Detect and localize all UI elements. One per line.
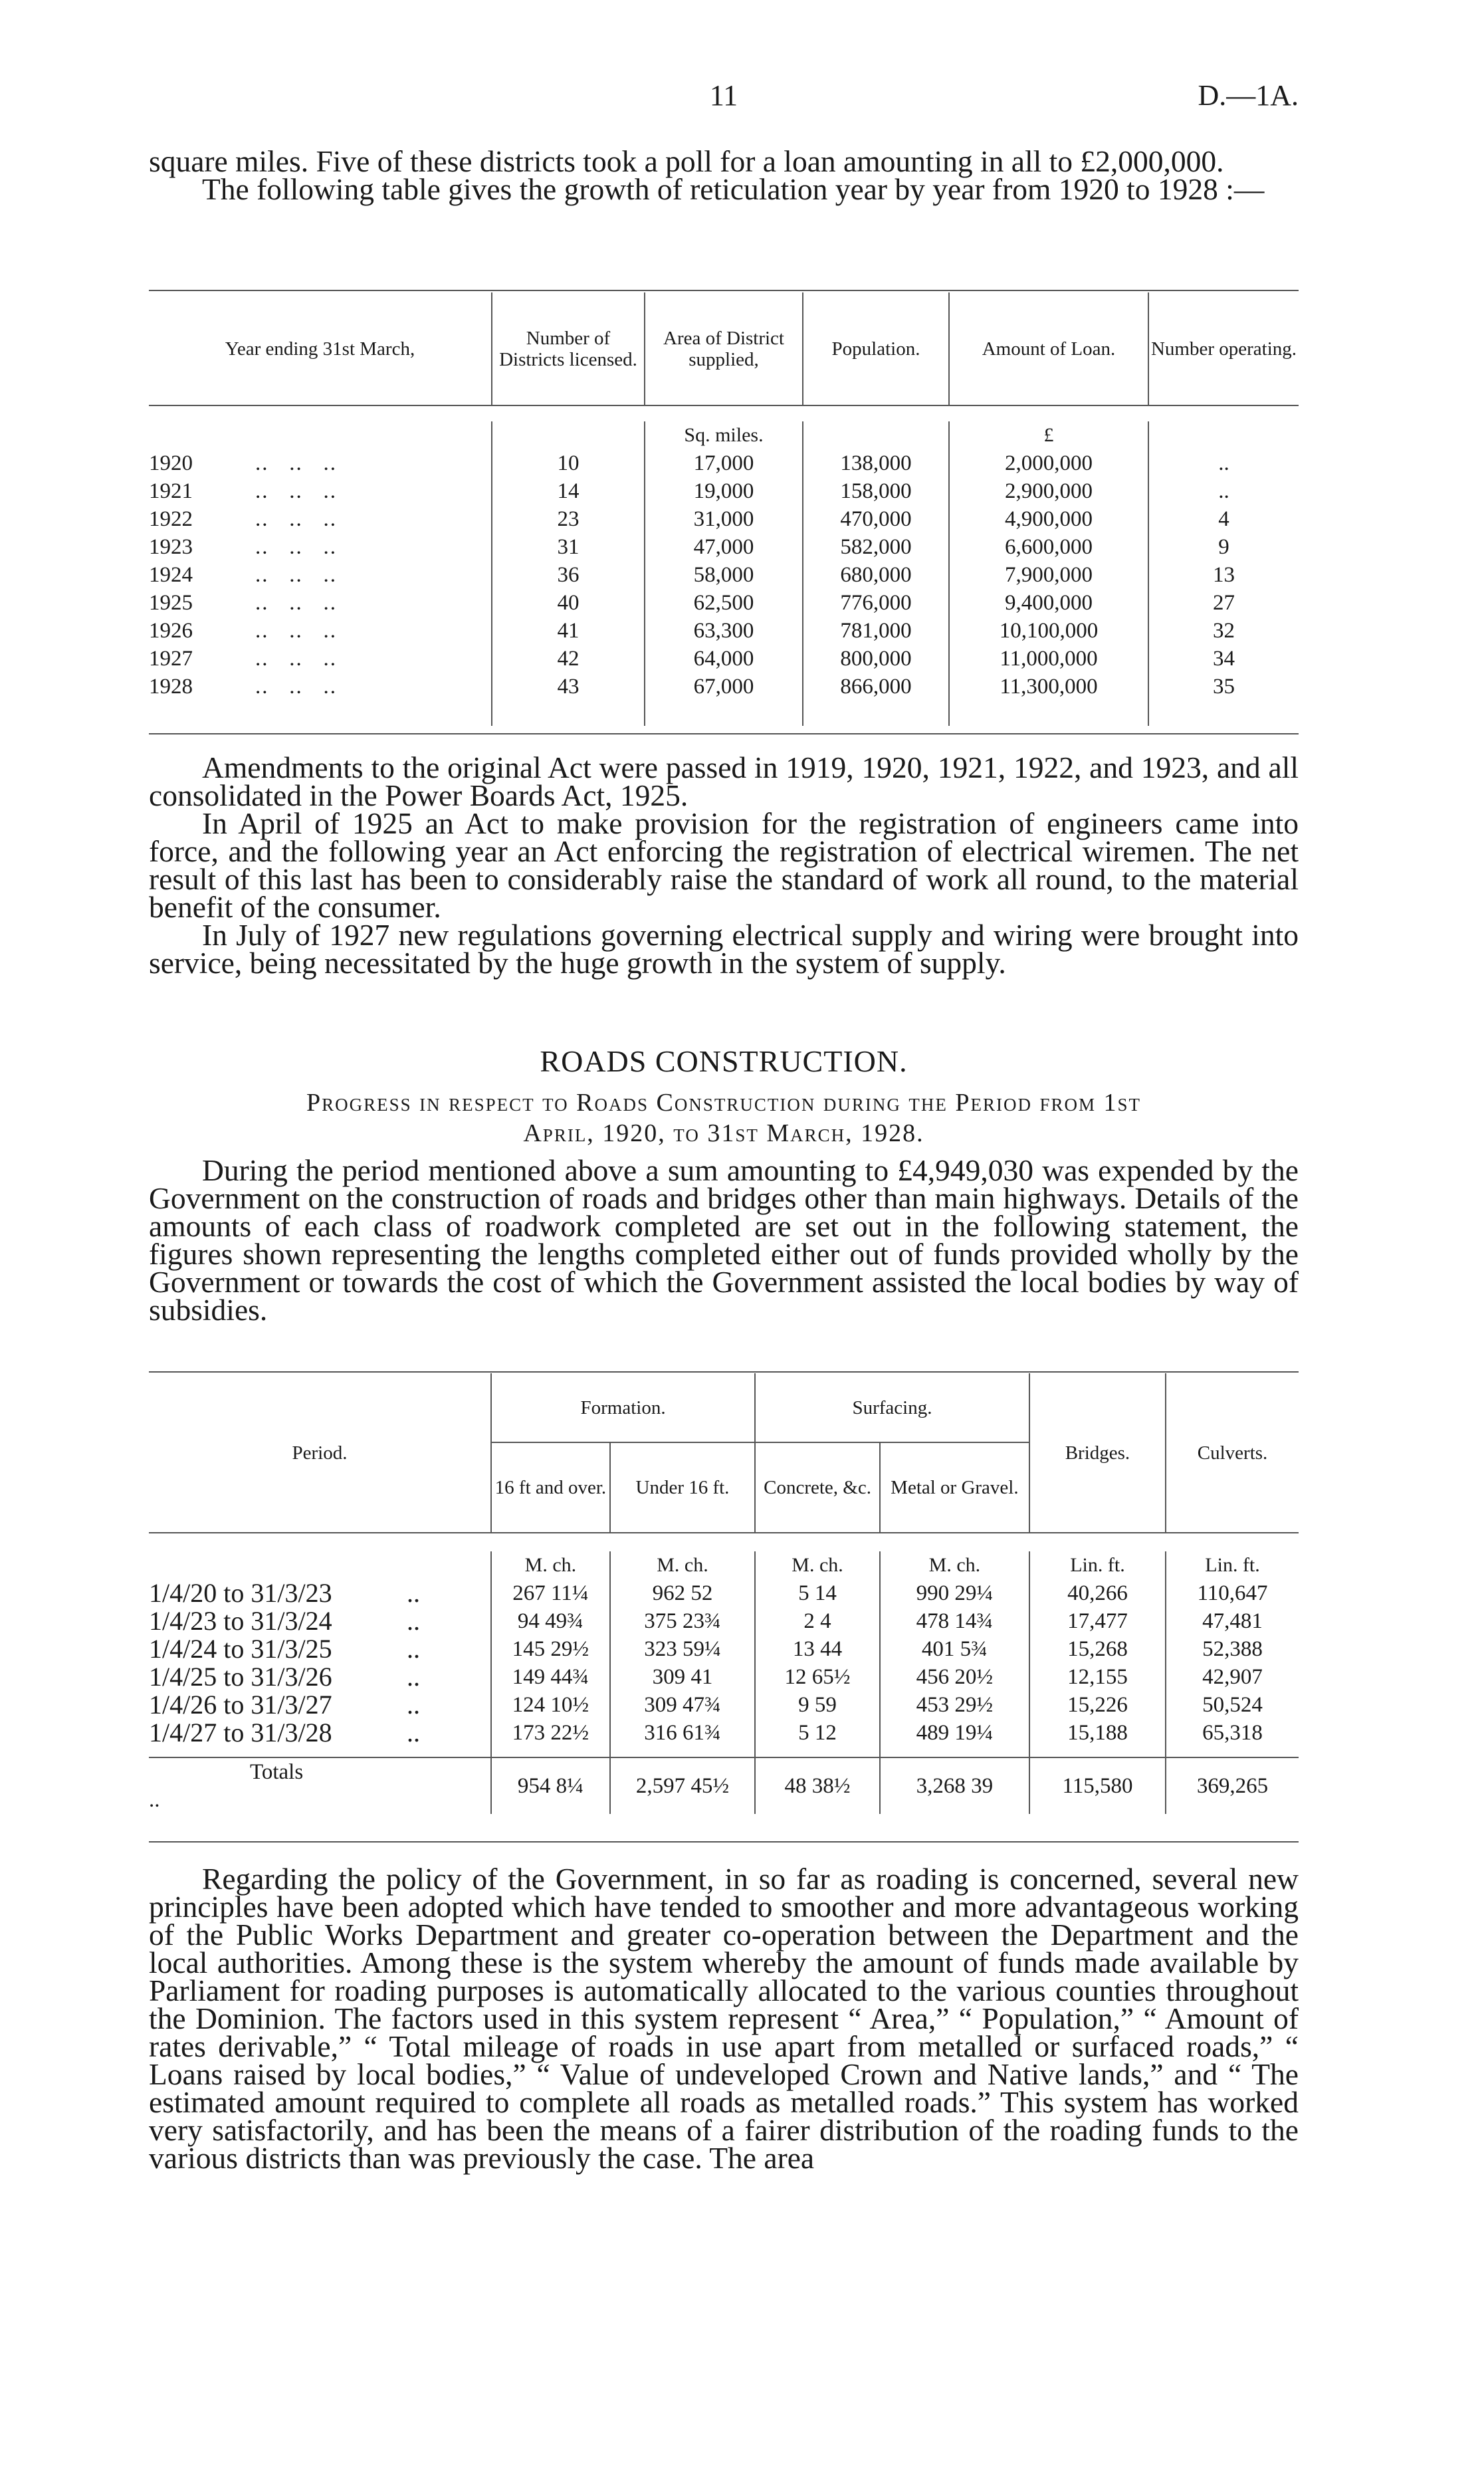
period-label: 1/4/27 to 31/3/28 [149,1718,332,1747]
totals-f16: 954 8¼ [491,1757,610,1814]
leader-dots: .. [407,1690,420,1720]
totals-metal: 3,268 39 [880,1757,1029,1814]
districts-cell: 14 [492,477,645,505]
leader-dots: .. .. .. [255,507,337,531]
table2-top-rule [149,1371,1299,1373]
leader-dots: .. .. .. [255,563,337,587]
period-cell [149,1719,491,1747]
area-cell: 47,000 [645,533,803,561]
surfacing-header: Surfacing. [755,1373,1029,1442]
table1-row [149,589,1299,617]
concrete-cell: 5 12 [755,1719,880,1747]
districts-cell: 23 [492,505,645,533]
period-label: 1/4/26 to 31/3/27 [149,1690,332,1720]
roads-subtitle [149,1087,1299,1149]
operating-cell: 35 [1148,673,1299,701]
table2-row [149,1607,1299,1635]
formation-header: Formation. [491,1373,755,1442]
culverts-cell: 65,318 [1166,1719,1299,1747]
middle-paragraph-2: In April of 1925 an Act to make provision for the registration of engineers came into force, and the following year an Act enforcing the registration of electrical wiremen. The net result of this last has been to considerably raise the standard of work all round, to the material benefit of the consumer. [149,806,1299,924]
roads-subtitle-line-1: Progress in respect to Roads Construction during the Period from 1st [306,1089,1142,1117]
year-label: 1927 [149,647,193,671]
col-culverts-header: Culverts. [1166,1373,1299,1533]
col-16ft-header: 16 ft and over. [491,1442,610,1533]
area-cell: 62,500 [645,589,803,617]
table1-row [149,533,1299,561]
operating-cell: 32 [1148,617,1299,645]
bridges-cell: 12,155 [1029,1663,1166,1691]
year-label: 1926 [149,619,193,643]
population-cell: 800,000 [803,645,949,673]
districts-cell: 41 [492,617,645,645]
table2-units-row [149,1551,1299,1579]
concrete-cell: 9 59 [755,1691,880,1719]
culverts-cell: 42,907 [1166,1663,1299,1691]
table1-header-row [149,292,1299,405]
leader-dots: .. [407,1662,420,1692]
closing-paragraph: Regarding the policy of the Government, in so far as roading is concerned, several new principles have been adopted which have tended to smoother and more advantageous working of the Public Works Department and greater co-operation between the Department and the local authorities. Among these is the system whereby the amount of funds made available by Parliament for roading purposes is automatically allocated to the various counties throughout the Dominion. The factors used in this system represent “ Area,” “ Population,” “ Amount of rates derivable,” “ Total mileage of roads in use apart from metalled or surfaced roads,” “ Loans raised by local bodies,” “ Value of undeveloped Crown and Native lands,” and “ The estimated amount required to complete all roads as metalled roads.” This system has worked very satisfactorily, and has been the means of a fairer distribution of the roading funds to the various districts than was previously the case. The area [149,1862,1299,2175]
roads-title: ROADS CONSTRUCTION. [540,1044,908,1078]
col-districts-header: Number of Districts licensed. [492,292,645,405]
population-cell: 138,000 [803,449,949,477]
metal-cell: 478 14¾ [880,1607,1029,1635]
leader-dots: .. .. .. [255,535,337,559]
concrete-cell: 2 4 [755,1607,880,1635]
operating-cell: 13 [1148,561,1299,589]
table1-top-rule [149,290,1299,291]
leader-dots: .. [407,1578,420,1608]
area-cell: 31,000 [645,505,803,533]
population-cell: 582,000 [803,533,949,561]
roads-paragraph: During the period mentioned above a sum amounting to £4,949,030 was expended by the Government on the construction of roads and bridges other than main highways. Details of the amounts of each class of roadwork completed are set out in the following statement, the figures shown representing the lengths completed either out of funds provided wholly by the Government or towards the cost of which the Government assisted the local bodies by way of subsidies. [149,1153,1299,1327]
districts-cell: 42 [492,645,645,673]
f16-cell: 267 11¼ [491,1579,610,1607]
operating-cell: 34 [1148,645,1299,673]
table1-row [149,617,1299,645]
page-header [149,78,1299,118]
area-cell: 63,300 [645,617,803,645]
year-label: 1921 [149,479,193,503]
leader-dots: .. .. .. [255,451,337,475]
table2-row [149,1719,1299,1747]
leader-dots: .. .. .. [255,591,337,615]
table2-bottom-rule [149,1841,1299,1843]
year-cell [149,449,492,477]
bridges-cell: 15,226 [1029,1691,1166,1719]
year-label: 1922 [149,507,193,531]
year-label: 1920 [149,451,193,475]
culverts-cell: 47,481 [1166,1607,1299,1635]
leader-dots: .. .. .. [255,647,337,671]
metal-cell: 401 5¾ [880,1635,1029,1663]
year-label: 1925 [149,591,193,615]
roads-text [149,1153,1299,1327]
concrete-cell: 5 14 [755,1579,880,1607]
table1-row [149,673,1299,701]
table2-row [149,1663,1299,1691]
culverts-cell: 110,647 [1166,1579,1299,1607]
area-cell: 64,000 [645,645,803,673]
table1-row [149,477,1299,505]
population-cell: 781,000 [803,617,949,645]
col-year-header: Year ending 31st March, [225,338,415,360]
period-cell [149,1607,491,1635]
col-metal-header: Metal or Gravel. [880,1442,1029,1533]
loan-cell: 11,300,000 [949,673,1148,701]
reticulation-table [149,292,1299,726]
col-loan-header: Amount of Loan. [949,292,1148,405]
col-bridges-header: Bridges. [1029,1373,1166,1533]
middle-paragraph-3: In July of 1927 new regulations governing electrical supply and wiring were brought into service, being necessitated by the huge growth in the system of supply. [149,918,1299,980]
leader-dots: .. [407,1634,420,1664]
year-cell [149,505,492,533]
year-label: 1928 [149,675,193,699]
concrete-cell: 13 44 [755,1635,880,1663]
page-number: 11 [709,79,738,112]
intro-paragraph-2: The following table gives the growth of reticulation year by year from 1920 to 1928 :— [202,172,1265,206]
operating-cell: .. [1148,449,1299,477]
loan-cell: 10,100,000 [949,617,1148,645]
bridges-cell: 15,188 [1029,1719,1166,1747]
operating-cell: 4 [1148,505,1299,533]
fu16-cell: 309 47¾ [610,1691,755,1719]
table2-totals-row [149,1757,1299,1814]
period-cell [149,1691,491,1719]
area-cell: 19,000 [645,477,803,505]
col-period-header: Period. [292,1442,348,1464]
culverts-cell: 52,388 [1166,1635,1299,1663]
f16-cell: 149 44¾ [491,1663,610,1691]
period-cell [149,1579,491,1607]
col-population-header: Population. [803,292,949,405]
year-cell [149,533,492,561]
leader-dots: .. .. .. [255,675,337,699]
f16-cell: 94 49¾ [491,1607,610,1635]
totals-dots: .. [149,1788,160,1812]
population-cell: 158,000 [803,477,949,505]
bridges-unit: Lin. ft. [1029,1551,1166,1579]
totals-label: Totals [250,1760,304,1784]
population-cell: 776,000 [803,589,949,617]
table2-row [149,1635,1299,1663]
table1-bottom-rule [149,733,1299,734]
col-under16ft-header: Under 16 ft. [610,1442,755,1533]
loan-cell: 7,900,000 [949,561,1148,589]
concrete-cell: 12 65½ [755,1663,880,1691]
loan-cell: 4,900,000 [949,505,1148,533]
population-cell: 470,000 [803,505,949,533]
culverts-cell: 50,524 [1166,1691,1299,1719]
intro-text [149,144,1299,206]
loan-cell: 2,000,000 [949,449,1148,477]
metal-cell: 453 29½ [880,1691,1029,1719]
middle-text [149,750,1299,980]
fu16-cell: 309 41 [610,1663,755,1691]
period-label: 1/4/25 to 31/3/26 [149,1662,332,1692]
closing-text [149,1862,1299,2175]
year-label: 1924 [149,563,193,587]
bridges-cell: 40,266 [1029,1579,1166,1607]
districts-cell: 43 [492,673,645,701]
fu16-cell: 316 61¾ [610,1719,755,1747]
table1-row [149,561,1299,589]
operating-cell: 27 [1148,589,1299,617]
bridges-cell: 17,477 [1029,1607,1166,1635]
intro-paragraph-1: square miles. Five of these districts took a poll for a loan amounting in all to £2,000,000. [149,144,1224,178]
table2-row [149,1691,1299,1719]
districts-cell: 31 [492,533,645,561]
districts-cell: 36 [492,561,645,589]
metal-cell: 489 19¼ [880,1719,1029,1747]
col-concrete-header: Concrete, &c. [755,1442,880,1533]
year-label: 1923 [149,535,193,559]
period-cell [149,1663,491,1691]
loan-cell: 2,900,000 [949,477,1148,505]
table2-header-row-1 [149,1373,1299,1442]
operating-cell: 9 [1148,533,1299,561]
totals-culverts: 369,265 [1166,1757,1299,1814]
population-cell: 680,000 [803,561,949,589]
area-cell: 58,000 [645,561,803,589]
f16-cell: 173 22½ [491,1719,610,1747]
leader-dots: .. [407,1606,420,1636]
col-area-header: Area of District supplied, [645,292,803,405]
area-cell: 67,000 [645,673,803,701]
metal-cell: 456 20½ [880,1663,1029,1691]
area-cell: 17,000 [645,449,803,477]
fu16-cell: 323 59¼ [610,1635,755,1663]
metal-unit: M. ch. [880,1551,1029,1579]
loan-cell: 6,600,000 [949,533,1148,561]
f16-cell: 145 29½ [491,1635,610,1663]
roads-table [149,1373,1299,1814]
table1-row [149,449,1299,477]
document-reference: D.—1A. [1198,79,1299,112]
period-cell [149,1635,491,1663]
table1-row [149,505,1299,533]
loan-cell: 9,400,000 [949,589,1148,617]
col-operating-header: Number operating. [1148,292,1299,405]
fu16-cell: 375 23¾ [610,1607,755,1635]
fu16-cell: 962 52 [610,1579,755,1607]
districts-cell: 10 [492,449,645,477]
table1-row [149,645,1299,673]
f16-cell: 124 10½ [491,1691,610,1719]
year-cell [149,561,492,589]
area-unit: Sq. miles. [645,421,803,449]
totals-concrete: 48 38½ [755,1757,880,1814]
loan-cell: 11,000,000 [949,645,1148,673]
table1-units-row [149,421,1299,449]
districts-cell: 40 [492,589,645,617]
table2-row [149,1579,1299,1607]
leader-dots: .. .. .. [255,619,337,643]
leader-dots: .. .. .. [255,479,337,503]
roads-subtitle-line-2: April, 1920, to 31st March, 1928. [523,1119,924,1147]
year-cell [149,617,492,645]
period-label: 1/4/23 to 31/3/24 [149,1606,332,1636]
fu16-unit: M. ch. [610,1551,755,1579]
totals-fu16: 2,597 45½ [610,1757,755,1814]
bridges-cell: 15,268 [1029,1635,1166,1663]
population-cell: 866,000 [803,673,949,701]
concrete-unit: M. ch. [755,1551,880,1579]
operating-cell: .. [1148,477,1299,505]
metal-cell: 990 29¼ [880,1579,1029,1607]
year-cell [149,673,492,701]
period-label: 1/4/24 to 31/3/25 [149,1634,332,1664]
year-cell [149,645,492,673]
f16-unit: M. ch. [491,1551,610,1579]
totals-bridges: 115,580 [1029,1757,1166,1814]
year-cell [149,477,492,505]
year-cell [149,589,492,617]
loan-unit: £ [949,421,1148,449]
middle-paragraph-1: Amendments to the original Act were passed in 1919, 1920, 1921, 1922, and 1923, and all consolidated in the Power Boards Act, 1925. [149,750,1299,812]
culverts-unit: Lin. ft. [1166,1551,1299,1579]
period-label: 1/4/20 to 31/3/23 [149,1578,332,1608]
leader-dots: .. [407,1718,420,1747]
